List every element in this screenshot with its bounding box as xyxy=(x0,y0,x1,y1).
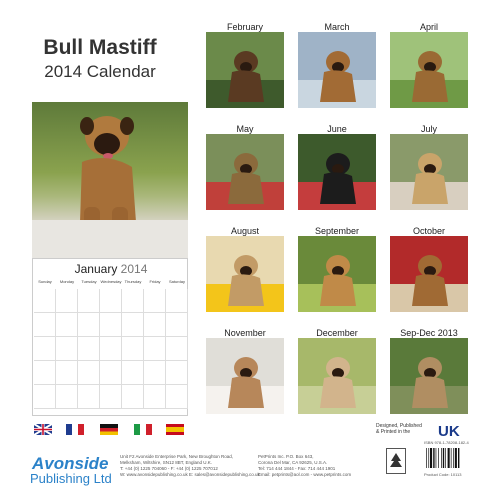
calendar-cell xyxy=(166,313,188,337)
calendar-cell xyxy=(78,313,100,337)
bull-mastiff-photo xyxy=(298,32,376,108)
barcode-icon xyxy=(426,448,470,470)
calendar-cell xyxy=(166,361,188,385)
day-header: Wednesday xyxy=(100,279,122,284)
spain-flag-icon xyxy=(166,424,184,435)
preview-month-heading: January 2014 xyxy=(74,262,148,276)
month-photo-october xyxy=(390,236,468,312)
publisher-logo-sub: Publishing Ltd xyxy=(30,471,112,486)
germany-flag-icon xyxy=(100,424,118,435)
calendar-cell xyxy=(34,385,56,409)
publisher-logo: Avonside xyxy=(32,454,109,473)
calendar-cell xyxy=(122,289,144,313)
calendar-cell xyxy=(122,385,144,409)
calendar-cell xyxy=(122,313,144,337)
calendar-cell xyxy=(166,289,188,313)
month-photo-february xyxy=(206,32,284,108)
january-grid-page xyxy=(32,258,188,416)
france-flag-icon xyxy=(66,424,84,435)
calendar-title: Bull Mastiff xyxy=(43,36,157,59)
day-header: Sunday xyxy=(38,279,52,284)
fsc-logo-icon xyxy=(386,448,406,474)
calendar-cell xyxy=(144,361,166,385)
bull-mastiff-photo xyxy=(206,134,284,210)
month-photo-july xyxy=(390,134,468,210)
calendar-cell xyxy=(56,313,78,337)
uk-address: Unit F2 Avonside Enterprise Park, New Broughton Road, Melksham, Wiltshire, SN12 8BT, England U.K. T: +44 (0) 1225 704060 - F: +44 (0) 1225 707012 W: www.avonsidepublishing.co.uk E: sales@avonsidepublishing.co.uk xyxy=(120,454,260,477)
calendar-cell xyxy=(100,385,122,409)
bull-mastiff-photo xyxy=(206,338,284,414)
calendar-cell xyxy=(56,361,78,385)
calendar-cell xyxy=(34,289,56,313)
isbn-text: ISBN 978-1-78208-182-4 xyxy=(424,440,469,445)
calendar-cell xyxy=(56,337,78,361)
month-label-june: June xyxy=(327,124,347,134)
calendar-cell xyxy=(144,313,166,337)
bull-mastiff-photo xyxy=(72,112,142,232)
calendar-cell xyxy=(122,337,144,361)
calendar-cell xyxy=(56,289,78,313)
calendar-cell xyxy=(144,289,166,313)
calendar-cell xyxy=(78,385,100,409)
calendar-cell xyxy=(166,337,188,361)
calendar-cell xyxy=(56,385,78,409)
month-photo-november xyxy=(206,338,284,414)
calendar-cell xyxy=(34,313,56,337)
cover-photo xyxy=(32,102,188,258)
calendar-cell xyxy=(144,337,166,361)
day-header: Saturday xyxy=(168,279,185,284)
day-header: Friday xyxy=(149,279,161,284)
month-photo-august xyxy=(206,236,284,312)
month-label-september: September xyxy=(314,226,360,236)
calendar-cell xyxy=(78,289,100,313)
month-label-march: March xyxy=(324,22,350,32)
bull-mastiff-photo xyxy=(390,134,468,210)
day-header: Thursday xyxy=(124,279,142,284)
us-address: PetPrints Inc. P.O. Box 643, Corona Del Mar, CA 92625, U.S.A. Tel: 714 444 1844 - Fax: 714 444 1901 Email: petprints@aol.com - www.petprints.com xyxy=(258,454,352,477)
calendar-cell xyxy=(122,361,144,385)
month-label-sep-dec-2013: Sep-Dec 2013 xyxy=(400,328,458,338)
bull-mastiff-photo xyxy=(298,134,376,210)
product-code: Product Code: 10113 xyxy=(424,472,462,477)
calendar-cell xyxy=(166,385,188,409)
month-label-july: July xyxy=(420,124,437,134)
bull-mastiff-photo xyxy=(298,338,376,414)
bull-mastiff-photo xyxy=(390,32,468,108)
calendar-cell xyxy=(78,337,100,361)
calendar-cell xyxy=(78,361,100,385)
uk-badge: UK xyxy=(438,423,460,440)
bull-mastiff-photo xyxy=(206,236,284,312)
month-photo-march xyxy=(298,32,376,108)
month-photo-september xyxy=(298,236,376,312)
calendar-cell xyxy=(100,313,122,337)
calendar-subtitle: 2014 Calendar xyxy=(44,62,156,81)
calendar-cell xyxy=(144,385,166,409)
designed-note: Designed, Published & Printed in the xyxy=(376,423,422,435)
day-header: Monday xyxy=(59,279,75,284)
uk-flag-icon xyxy=(34,424,52,435)
bull-mastiff-photo xyxy=(298,236,376,312)
calendar-cell xyxy=(34,361,56,385)
day-header: Tuesday xyxy=(81,279,97,284)
month-label-august: August xyxy=(230,226,260,236)
month-label-february: February xyxy=(226,22,263,32)
month-label-may: May xyxy=(236,124,254,134)
month-label-april: April xyxy=(419,22,438,32)
bull-mastiff-photo xyxy=(390,236,468,312)
month-photo-june xyxy=(298,134,376,210)
calendar-cell xyxy=(100,361,122,385)
month-photo-april xyxy=(390,32,468,108)
bull-mastiff-photo xyxy=(390,338,468,414)
month-label-november: November xyxy=(224,328,266,338)
month-label-october: October xyxy=(412,226,445,236)
month-photo-december xyxy=(298,338,376,414)
month-photo-sep-dec-2013 xyxy=(390,338,468,414)
month-label-december: December xyxy=(316,328,358,338)
bull-mastiff-photo xyxy=(206,32,284,108)
italy-flag-icon xyxy=(134,424,152,435)
calendar-cell xyxy=(34,337,56,361)
month-photo-may xyxy=(206,134,284,210)
calendar-cell xyxy=(100,337,122,361)
calendar-cell xyxy=(100,289,122,313)
